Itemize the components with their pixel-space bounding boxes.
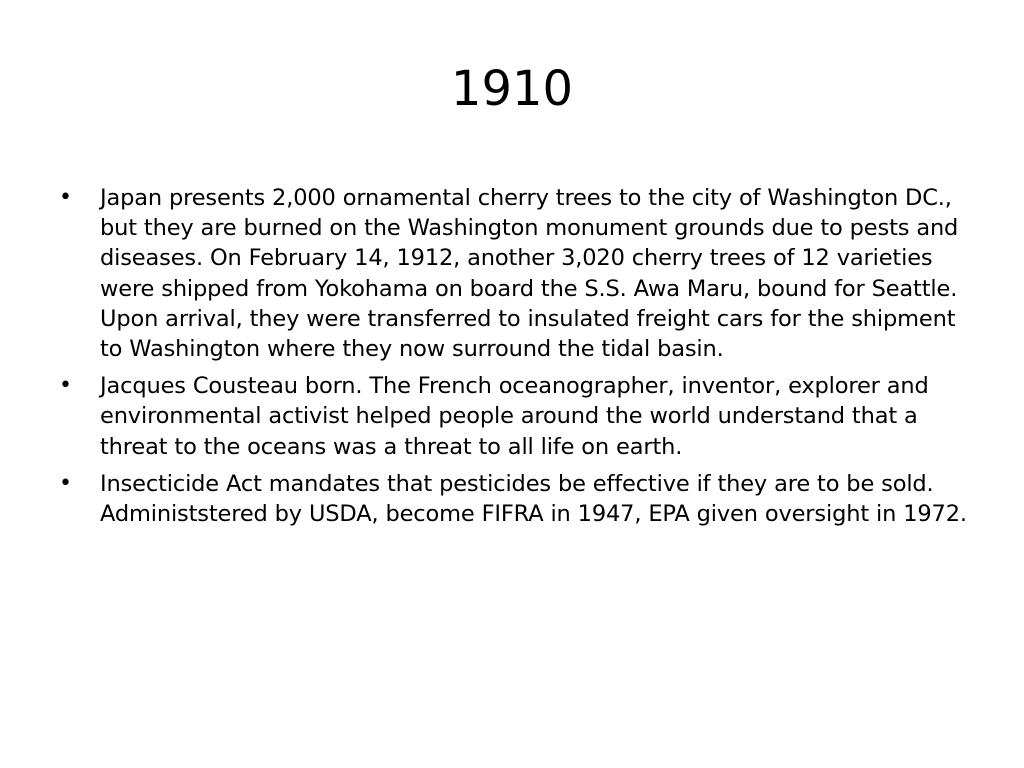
bullet-item-insecticide-act <box>58 469 968 529</box>
bullet-text: Jacques Cousteau born. The French oceanographer, inventor, explorer and environmental activist helped people around the world understand that a threat to the oceans was a threat to all life on earth. <box>100 373 929 460</box>
bullet-marker: • <box>59 185 72 210</box>
bullet-marker: • <box>59 470 72 496</box>
slide-title: 1910 <box>450 61 574 117</box>
bullet-text: Insecticide Act mandates that pesticides be effective if they are to be sold. Administstered by USDA, become FIFRA in 1947, EPA given oversight in 1972. <box>100 470 967 528</box>
bullet-marker: • <box>59 373 72 399</box>
bullet-list <box>58 183 968 536</box>
bullet-item-cherry-trees <box>58 183 968 364</box>
bullet-text: Japan presents 2,000 ornamental cherry trees to the city of Washington DC., but they are burned on the Washington monument grounds due to pests and diseases. On February 14, 1912, another 3,020 cherry trees of 12 varieties were shipped from Yokohama on board the S.S. Awa Maru, bound for Seattle. Upon arrival, they were transferred to insulated freight cars for the shipment to Washington where they now surround the tidal basin. <box>100 185 959 363</box>
bullet-item-cousteau <box>58 371 968 462</box>
